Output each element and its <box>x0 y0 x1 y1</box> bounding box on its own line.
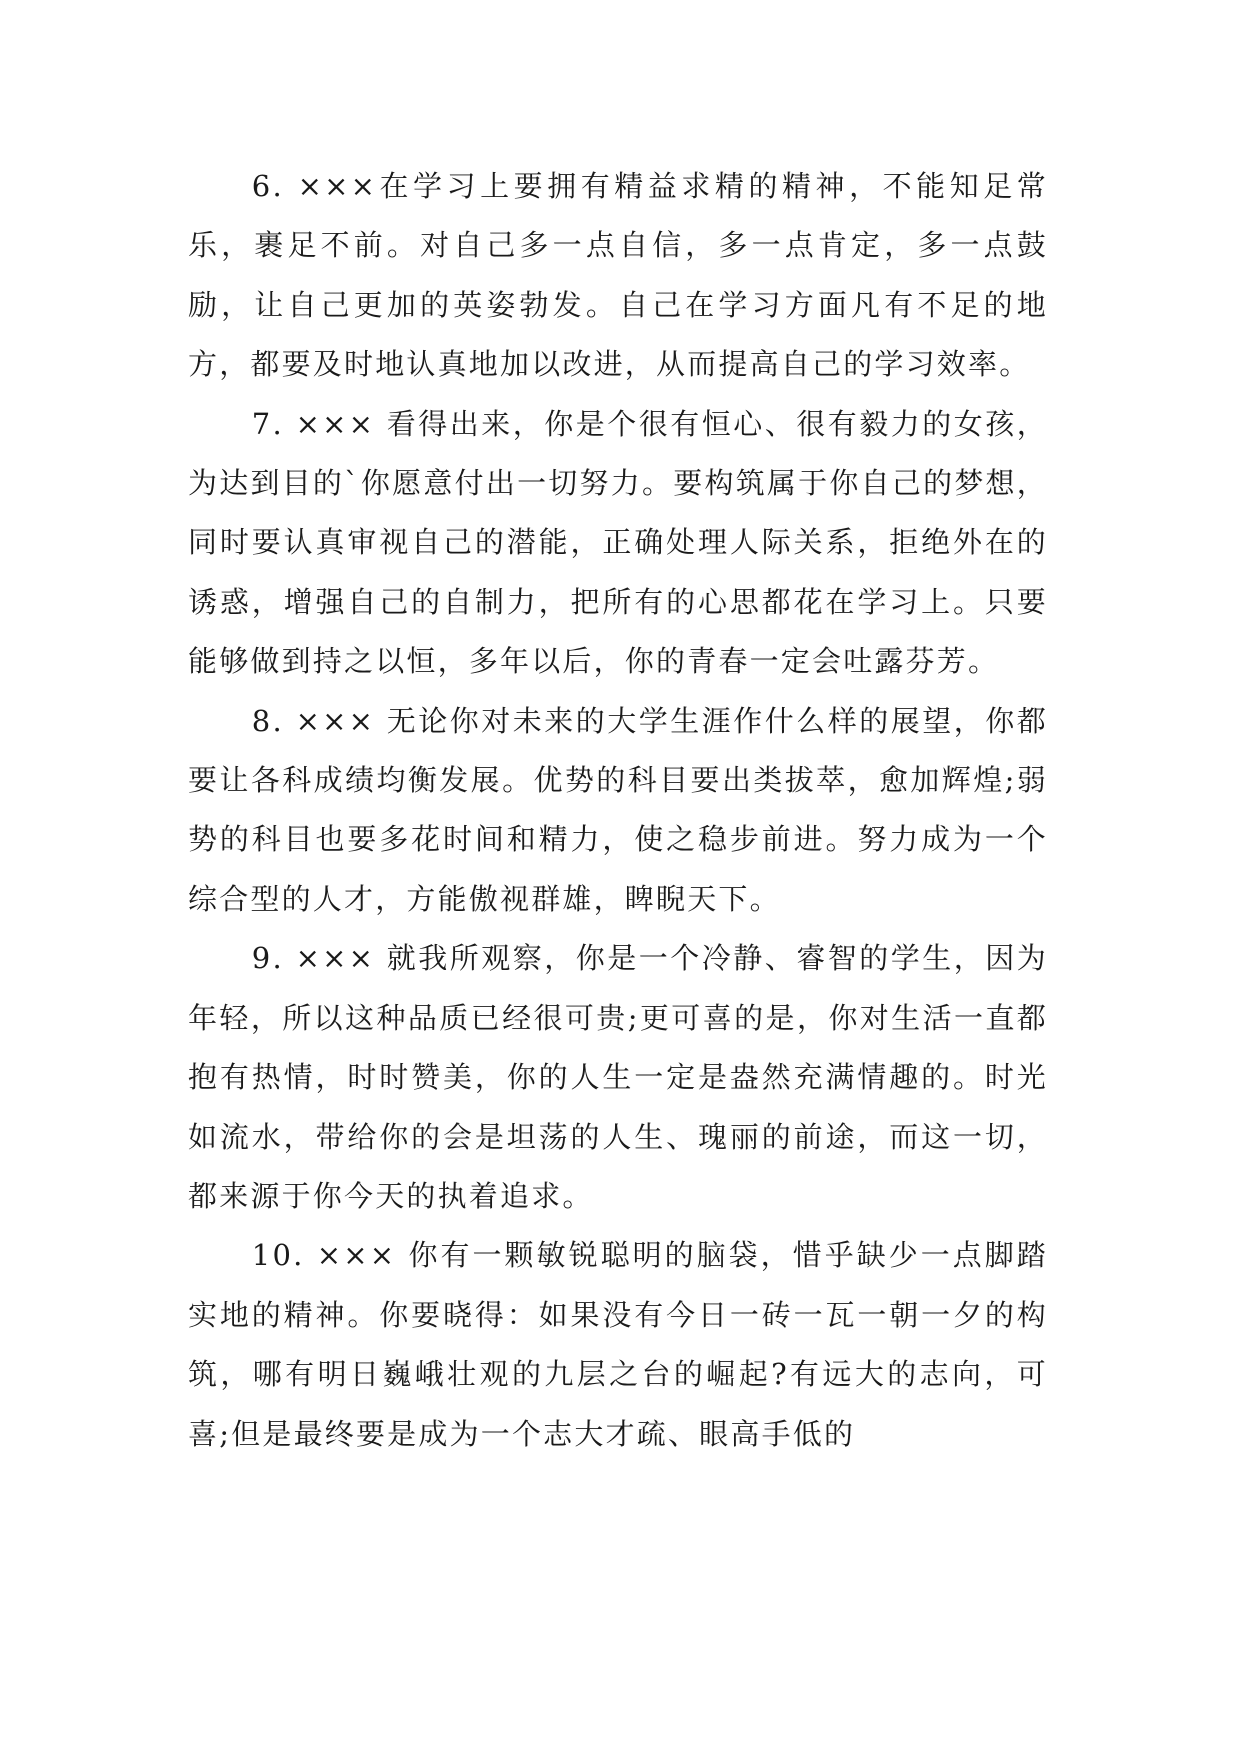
paragraph-10: 10. ××× 你有一颗敏锐聪明的脑袋，惜乎缺少一点脚踏实地的精神。你要晓得：如果没有今日一砖一瓦一朝一夕的构筑，哪有明日巍峨壮观的九层之台的崛起?有远大的志向，可喜;但是最终要是成为一个志大才疏、眼高手低的 <box>188 1238 1048 1451</box>
paragraph-8: 8. ××× 无论你对未来的大学生涯作什么样的展望，你都要让各科成绩均衡发展。优势的科目要出类拔萃，愈加辉煌;弱势的科目也要多花时间和精力，使之稳步前进。努力成为一个综合型的人才，方能傲视群雄，睥睨天下。 <box>188 703 1048 916</box>
document-body <box>188 157 1048 1464</box>
paragraph-7: 7. ××× 看得出来，你是个很有恒心、很有毅力的女孩，为达到目的`你愿意付出一切努力。要构筑属于你自己的梦想，同时要认真审视自己的潜能，正确处理人际关系，拒绝外在的诱惑，增强自己的自制力，把所有的心思都花在学习上。只要能够做到持之以恒，多年以后，你的青春一定会吐露芬芳。 <box>188 406 1048 679</box>
paragraph-9: 9. ××× 就我所观察，你是一个冷静、睿智的学生，因为年轻，所以这种品质已经很可贵;更可喜的是，你对生活一直都抱有热情，时时赞美，你的人生一定是盎然充满情趣的。时光如流水，带给你的会是坦荡的人生、瑰丽的前途，而这一切，都来源于你今天的执着追求。 <box>188 941 1048 1213</box>
paragraph-6: 6. ×××在学习上要拥有精益求精的精神，不能知足常乐，裹足不前。对自己多一点自信，多一点肯定，多一点鼓励，让自己更加的英姿勃发。自己在学习方面凡有不足的地方，都要及时地认真地加以改进，从而提高自己的学习效率。 <box>188 169 1048 382</box>
